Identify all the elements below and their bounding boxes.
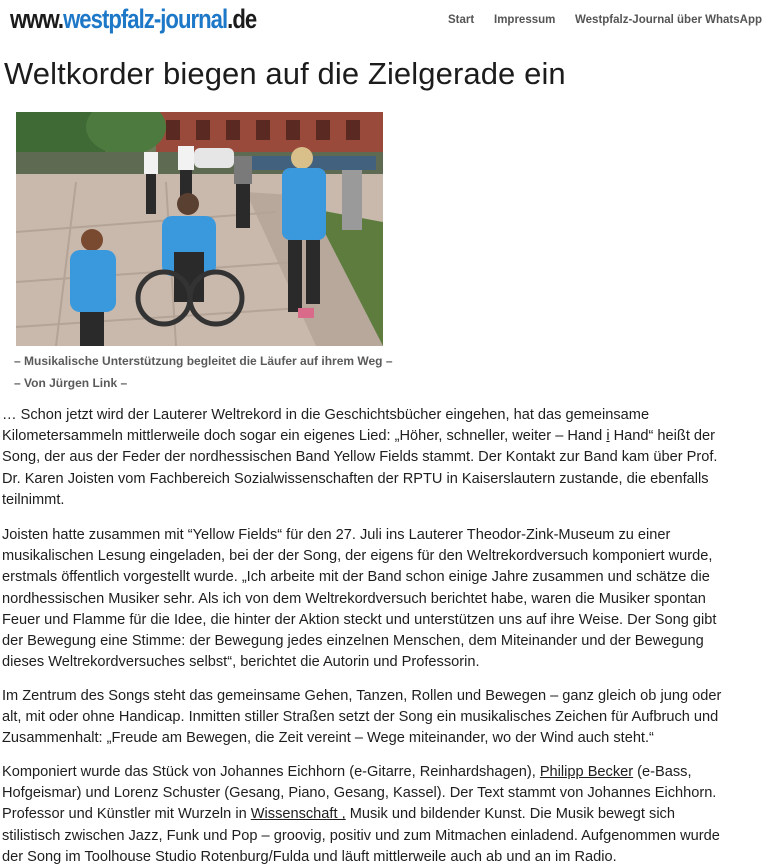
- byline: – Von Jürgen Link –: [14, 376, 128, 390]
- link-wissenschaft[interactable]: Wissenschaft ,: [250, 806, 346, 823]
- paragraph-4: Komponiert wurde das Stück von Johannes Eichhorn (e-Gitarre, Reinhardshagen), Philipp Becker (e-Bass, Hofgeismar) und Lorenz Schuster (Gesang, Piano, Gesang, Kassel). Der Text stammt von Johannes Eichhorn. Professor und Künstler mit Wurzeln in Wissenschaft , Musik und bildender Kunst. Die Musik bewegt sich stilistisch zwischen Jazz, Funk und Pop – groovig, positiv und zum Mitmachen einladend. Aufgenommen wurde der Song im Toolhouse Studio Rotenburg/Fulda und läuft mittlerweile auch ab und an im Radio.: [2, 764, 720, 865]
- article-title: Weltkorder biegen auf die Zielgerade ein: [4, 56, 566, 91]
- link-philipp-becker[interactable]: Philipp Becker: [539, 764, 634, 780]
- site-logo[interactable]: www.westpfalz-journal.de: [10, 4, 257, 34]
- photo-caption: – Musikalische Unterstützung begleitet die Läufer auf ihrem Weg –: [14, 354, 393, 368]
- main-nav: [0, 14, 773, 30]
- article-photo: [16, 112, 383, 346]
- paragraph-2: Joisten hatte zusammen mit “Yellow Fields“ für den 27. Juli ins Lauterer Theodor-Zink-Museum zu einer musikalischen Lesung eingeladen, bei der der Song, der eigens für den Weltrekordversuch komponiert wurde, erstmals öffentlich vorgestellt wurde. „Ich arbeite mit der Band schon einige Jahre zusammen und schätze die nordhessischen Musiker sehr. Als ich von dem Weltrekordversuch berichtet habe, waren die Musiker spontan Feuer und Flamme für die Idee, die hinter der Aktion steckt und unterstützen uns auf ihre Weise. Der Song gibt der Bewegung eine Stimme: der Bewegung jedes einzelnen Menschen, dem Miteinander und der Bewegung dieses Weltrekordversuches selbst“, berichtet die Autorin und Professorin.: [2, 527, 717, 671]
- nav-whatsapp[interactable]: Westpfalz-Journal über WhatsApp: [575, 14, 762, 26]
- paragraph-3: Im Zentrum des Songs steht das gemeinsame Gehen, Tanzen, Rollen und Bewegen – ganz gleich ob jung oder alt, mit oder ohne Handicap. Inmitten stiller Straßen setzt der Song ein musikalisches Zeichen für Aufbruch und Zusammenhalt: „Freude am Bewegen, die Zeit vereint – Wege miteinander, wo der Wind auch steht.“: [2, 688, 722, 747]
- paragraph-1: … Schon jetzt wird der Lauterer Weltrekord in die Geschichtsbücher eingehen, hat das gemeinsame Kilometersammeln mittlerweile doch sogar ein eigenes Lied: „Höher, schneller, weiter – Hand i Hand“ heißt der Song, der aus der Feder der nordhessischen Band Yellow Fields stammt. Der Kontakt zur Band kam über Prof. Dr. Karen Joisten vom Fachbereich Sozialwissenschaften der RPTU in Kaiserslautern zustande, die ebenfalls teilnimmt.: [2, 407, 718, 508]
- nav-start[interactable]: Start: [448, 14, 475, 26]
- nav-impressum[interactable]: Impressum: [494, 14, 556, 26]
